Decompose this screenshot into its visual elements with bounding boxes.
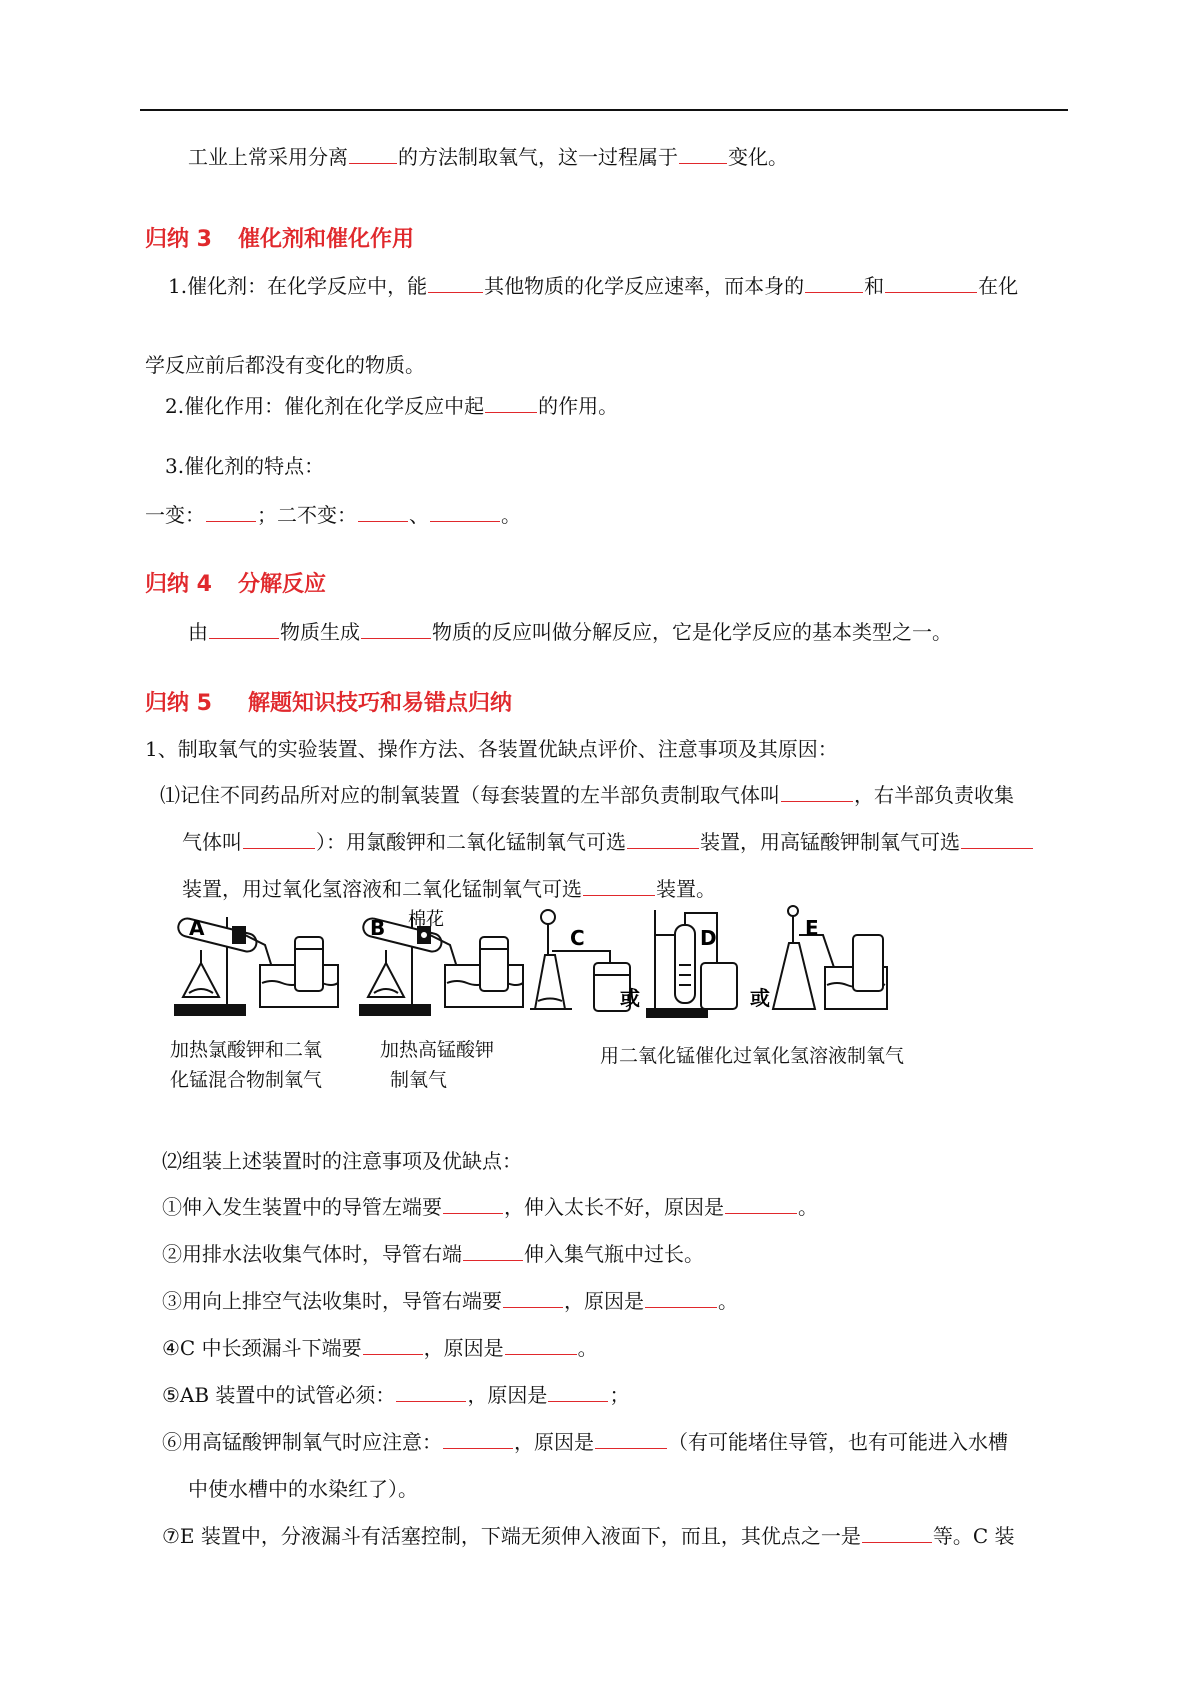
catalysis-role: 2.催化作用：催化剂在化学反应中起 的作用。 [165,394,619,418]
blank[interactable] [206,501,256,522]
blank[interactable] [209,618,279,639]
blank[interactable] [363,1334,423,1355]
or-1: 或 [620,986,640,1010]
blank[interactable] [503,1287,563,1308]
industrial-line: 工业上常采用分离 的方法制取氧气，这一过程属于 变化。 [188,145,788,169]
section-3-heading: 归纳 3 催化剂和催化作用 [145,227,414,252]
blank[interactable] [725,1193,797,1214]
label-d: D [700,926,717,950]
blank[interactable] [430,501,500,522]
s5-p1-line1: ⑴记住不同药品所对应的制氧装置（每套装置的左半部负责制取气体叫 ，右半部负责收集 [160,783,1014,807]
catalyst-features-title: 3.催化剂的特点： [165,454,325,478]
blank[interactable] [443,1428,513,1449]
note-5: ⑤AB 装置中的试管必须： ，原因是 ； [162,1383,630,1407]
apparatus-d [647,910,737,1017]
note-3: ③用向上排空气法收集时，导管右端要 ，原因是 。 [162,1289,738,1313]
note-7: ⑦E 装置中，分液漏斗有活塞控制，下端无须伸入液面下，而且，其优点之一是 等。C 装 [162,1524,1015,1548]
blank[interactable] [781,781,853,802]
header-rule [140,109,1068,111]
blank[interactable] [627,828,699,849]
blank[interactable] [885,272,977,293]
note-4: ④C 中长颈漏斗下端要 ，原因是 。 [162,1336,598,1360]
blank[interactable] [679,143,727,164]
blank[interactable] [862,1522,932,1543]
blank[interactable] [243,828,315,849]
caption-b: 加热高锰酸钾 制氧气 [380,1039,495,1091]
s5-p1-line3: 装置，用过氧化氢溶液和二氧化锰制氧气可选 装置。 [182,877,716,901]
blank[interactable] [428,272,483,293]
label-e: E [805,916,819,940]
blank[interactable] [361,618,431,639]
catalyst-definition: 1.催化剂：在化学反应中，能 其他物质的化学反应速率，而本身的 和 在化 [168,274,1019,298]
blank[interactable] [548,1381,608,1402]
caption-a: 加热氯酸钾和二氧 化锰混合物制氧气 [170,1039,323,1091]
s5-item-1: 1、制取氧气的实验装置、操作方法、各装置优缺点评价、注意事项及其原因： [145,737,838,761]
label-b: B [370,916,386,940]
apparatus-e [773,906,887,1009]
oxygen-apparatus-figure [165,905,975,1035]
blank[interactable] [396,1381,466,1402]
blank[interactable] [349,143,397,164]
blank[interactable] [961,828,1033,849]
label-cotton: 棉花 [408,909,444,930]
blank[interactable] [583,875,655,896]
note-1: ①伸入发生装置中的导管左端要 ，伸入太长不好，原因是 。 [162,1195,818,1219]
s5-p2: ⑵组装上述装置时的注意事项及优缺点： [162,1149,522,1173]
or-2: 或 [750,986,770,1010]
catalyst-features: 一变： ；二不变： 、 。 [145,503,521,527]
blank[interactable] [595,1428,667,1449]
blank[interactable] [463,1240,523,1261]
section-5-heading: 归纳 5 解题知识技巧和易错点归纳 [145,691,512,716]
s5-p1-line2: 气体叫 ）：用氯酸钾和二氧化锰制氧气可选 装置，用高锰酸钾制氧气可选 [182,828,1034,856]
blank[interactable] [805,272,863,293]
blank[interactable] [358,501,408,522]
label-a: A [189,916,205,940]
note-6-cont: 中使水槽中的水染红了）。 [188,1477,418,1501]
note-6: ⑥用高锰酸钾制氧气时应注意： ，原因是 （有可能堵住导管，也有可能进入水槽 [162,1430,1008,1454]
note-2: ②用排水法收集气体时，导管右端 伸入集气瓶中过长。 [162,1242,704,1266]
decomposition-definition: 由 物质生成 物质的反应叫做分解反应，它是化学反应的基本类型之一。 [188,620,952,644]
blank[interactable] [645,1287,717,1308]
section-4-heading: 归纳 4 分解反应 [145,572,326,597]
blank[interactable] [485,392,537,413]
blank[interactable] [505,1334,577,1355]
blank[interactable] [443,1193,503,1214]
catalyst-definition-cont: 学反应前后都没有变化的物质。 [145,353,425,377]
caption-cde: 用二氧化锰催化过氧化氢溶液制氧气 [600,1045,905,1067]
label-c: C [570,926,585,950]
